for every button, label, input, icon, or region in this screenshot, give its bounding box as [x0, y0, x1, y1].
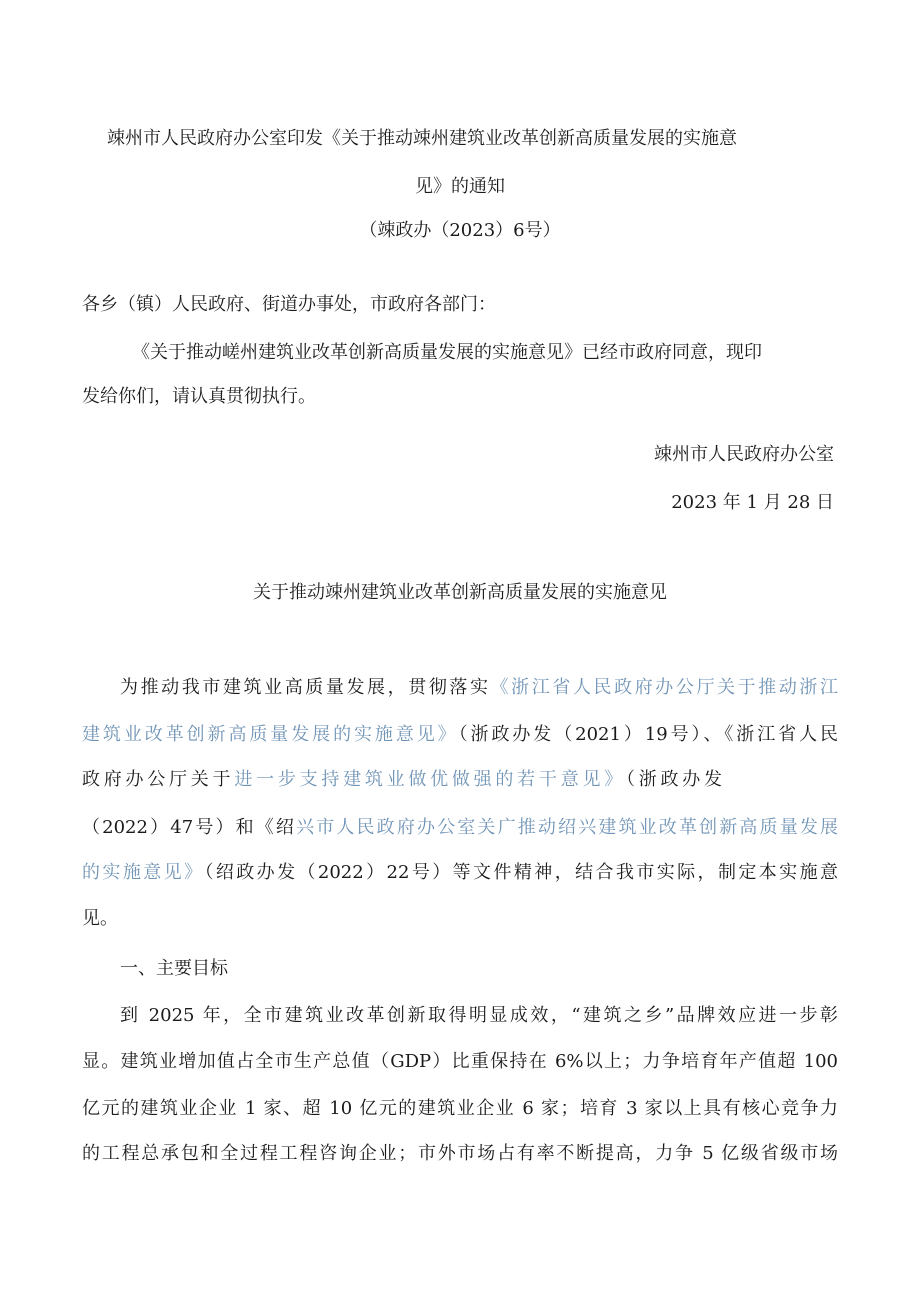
intro-text-segment: （绍政办发（2022）22号）等文件精神，结合我市实际，制定本实施意 — [204, 862, 838, 883]
intro-line — [82, 722, 838, 748]
opinion-title: 关于推动竦州建筑业改革创新高质量发展的实施意见 — [253, 582, 667, 603]
notice-title-line-2: 见》的通知 — [415, 176, 505, 197]
notice-body-line-2: 发给你们，请认真贯彻执行。 — [82, 386, 316, 407]
document-reference-link[interactable]: 兴市人民政府办公室关广推动绍兴建筑业改革创新高质量发展 — [296, 817, 838, 838]
document-reference-link[interactable]: 进一步支持建筑业做优做强的若干意见》 — [234, 769, 626, 790]
document-reference-link[interactable]: 的实施意见》 — [82, 862, 205, 883]
intro-line — [82, 906, 838, 932]
intro-line — [82, 767, 722, 793]
intro-line — [82, 860, 838, 886]
section-1-line: 到 2025 年，全市建筑业改革创新取得明显成效，“建筑之乡”品牌效应进一步彰 — [120, 1005, 838, 1026]
intro-text-segment: （浙政办发（2021）19号）、《浙江省人民 — [458, 724, 839, 745]
intro-text-segment: （2022）47号）和《绍 — [82, 817, 297, 838]
section-1-heading: 一、主要目标 — [120, 958, 228, 979]
intro-text-segment: （浙政办发 — [625, 769, 723, 790]
notice-title-line-1: 竦州市人民政府办公室印发《关于推动竦州建筑业改革创新高质量发展的实施意 — [107, 128, 737, 149]
intro-text-segment: 见。 — [82, 908, 118, 929]
intro-line — [82, 815, 838, 841]
intro-line — [120, 675, 838, 701]
notice-body-line-1: 《关于推动嵯州建筑业改革创新高质量发展的实施意见》已经市政府同意，现印 — [132, 342, 762, 363]
section-1-line: 亿元的建筑业企业 1 家、超 10 亿元的建筑业企业 6 家；培育 3 家以上具有核心竞争力 — [82, 1098, 838, 1119]
intro-text-segment: 政府办公厅关于 — [82, 769, 235, 790]
document-reference-link[interactable]: 建筑业改革创新高质量发展的实施意见》 — [82, 724, 459, 745]
section-1-line: 的工程总承包和全过程工程咨询企业；市外市场占有率不断提高，力争 5 亿级省级市场 — [82, 1143, 838, 1164]
signature-date: 2023 年 1 月 28 日 — [671, 492, 834, 513]
notice-doc-number: （竦政办（2023）6号） — [359, 220, 561, 241]
document-reference-link[interactable]: 《浙江省人民政府办公厅关于推动浙江 — [490, 677, 839, 698]
signature-org: 竦州市人民政府办公室 — [654, 444, 834, 465]
notice-addressee: 各乡（镇）人民政府、街道办事处，市政府各部门： — [82, 294, 496, 315]
intro-text-segment: 为推动我市建筑业高质量发展，贯彻落实 — [120, 677, 491, 698]
section-1-line: 显。建筑业增加值占全市生产总值（GDP）比重保持在 6%以上；力争培育年产值超 100 — [82, 1051, 838, 1072]
